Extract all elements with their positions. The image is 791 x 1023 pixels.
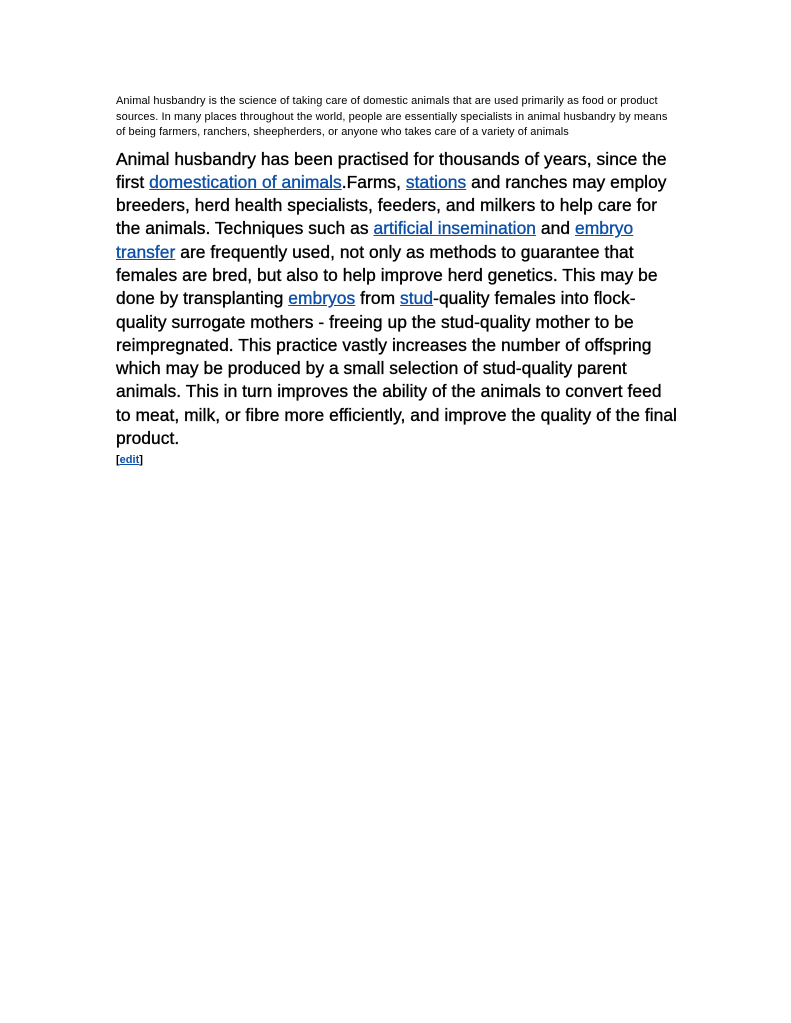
edit-section [116, 453, 681, 467]
paragraph-text-1: Animal husbandry has been practised for thousands of years, since the first [116, 148, 667, 192]
paragraph-text-6: from [355, 288, 401, 309]
document-page [116, 94, 681, 467]
link-embryo-transfer[interactable]: embryo transfer [116, 218, 634, 262]
link-stations[interactable]: stations [405, 171, 467, 192]
paragraph-text-7: -quality females into flock-quality surrogate mothers - freeing up the stud-quality mother to be reimpregnated. This practice vastly increases the number of offspring which may be produced by a small selection of stud-quality parent animals. This in turn improves the ability of the animals to convert feed to meat, milk, or fibre more efficiently, and improve the quality of the final product. [116, 288, 677, 449]
edit-close-bracket: ] [139, 454, 143, 467]
paragraph-text-3: and ranches may employ breeders, herd health specialists, feeders, and milkers to help care for the animals. Techniques such as [116, 171, 667, 239]
link-stud[interactable]: stud [400, 288, 434, 309]
main-paragraph [116, 148, 681, 451]
link-embryos[interactable]: embryos [288, 288, 356, 309]
paragraph-text-4: and [536, 218, 575, 239]
paragraph-text-2: .Farms, [341, 171, 406, 192]
edit-link[interactable]: edit [119, 454, 140, 467]
intro-paragraph: Animal husbandry is the science of taking care of domestic animals that are used primarily as food or product sources. In many places throughout the world, people are essentially specialists in animal husbandry by means of being farmers, ranchers, sheepherders, or anyone who takes care of a variety of animals [116, 95, 668, 138]
link-domestication-of-animals[interactable]: domestication of animals [149, 171, 342, 192]
paragraph-text-5: are frequently used, not only as methods to guarantee that females are bred, but also to help improve herd genetics. This may be done by transplanting [116, 241, 658, 309]
edit-open-bracket: [ [116, 454, 120, 467]
link-artificial-insemination[interactable]: artificial insemination [373, 218, 537, 239]
